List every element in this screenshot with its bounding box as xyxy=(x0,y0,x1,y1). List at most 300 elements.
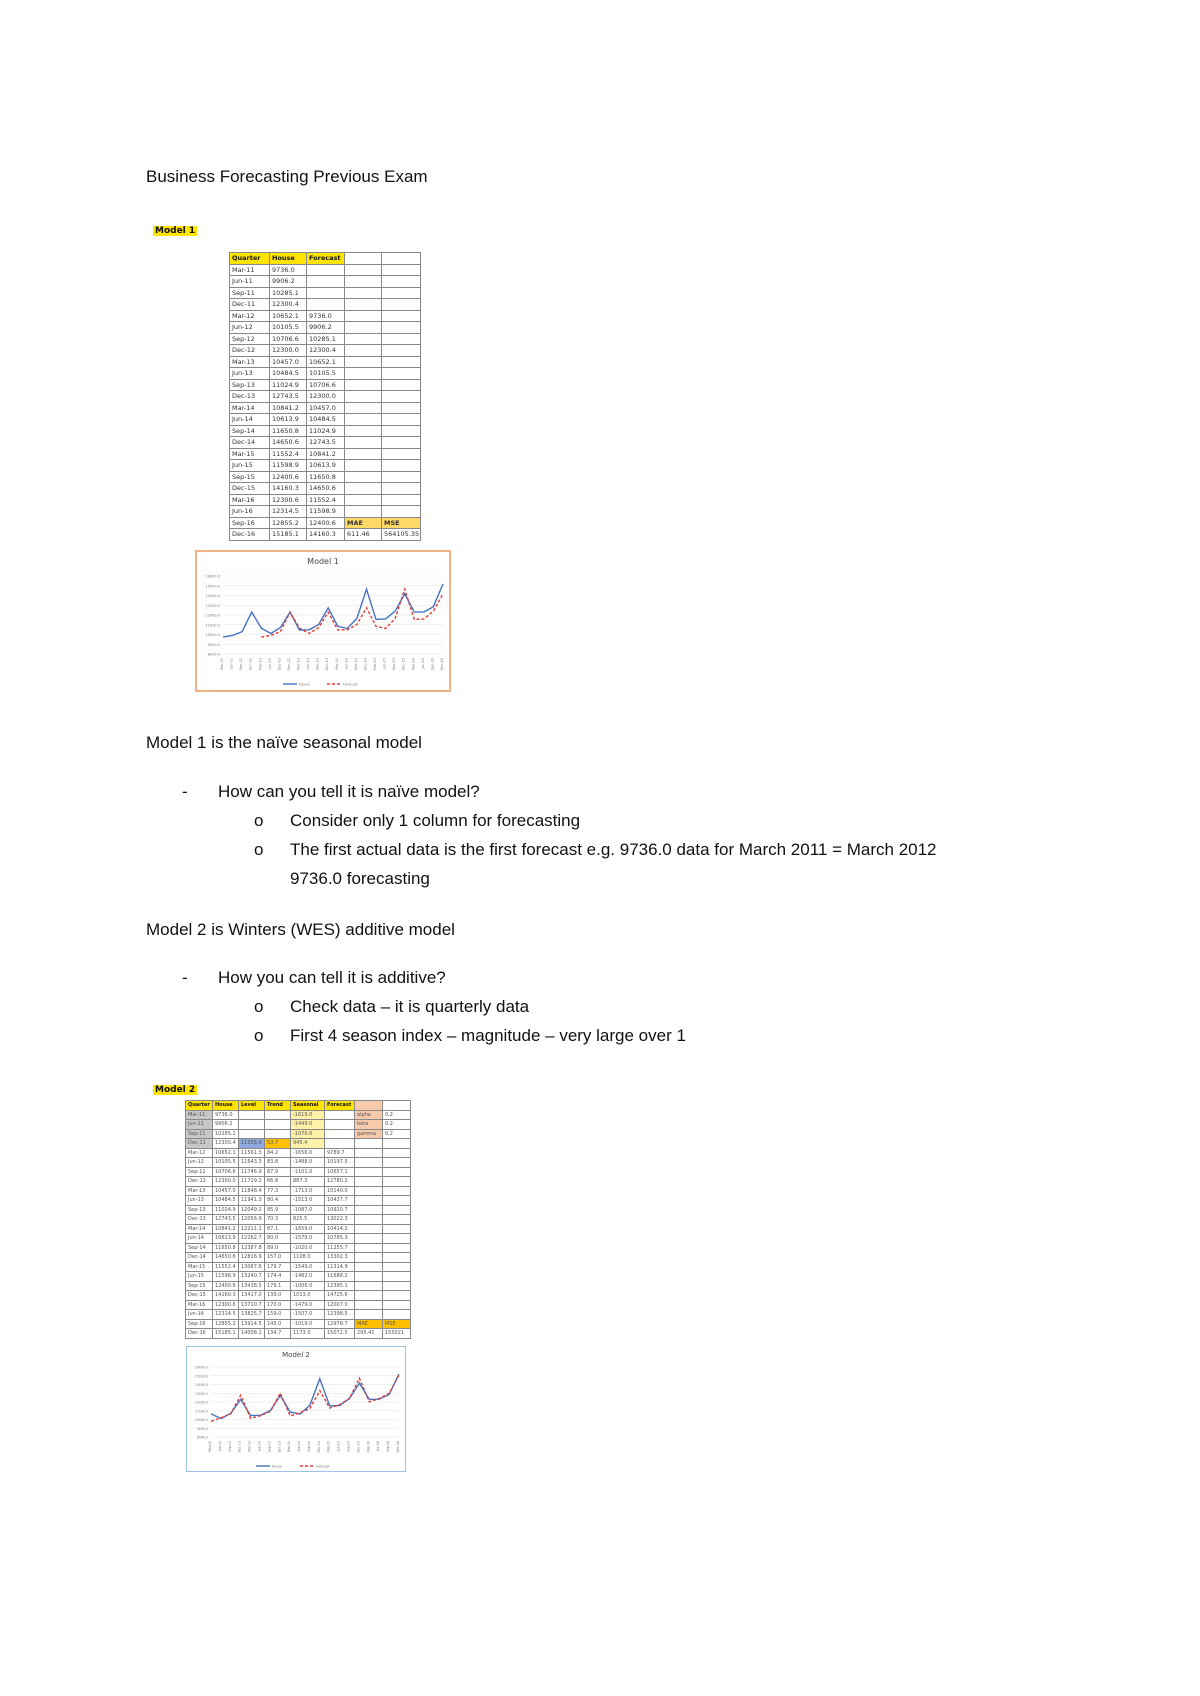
parameter-value: 0.2 xyxy=(383,1129,411,1139)
x-tick-label: Dec-12 xyxy=(237,1441,242,1453)
table-cell: 66.8 xyxy=(265,1177,291,1187)
table-cell xyxy=(383,1234,411,1244)
table-cell xyxy=(355,1310,383,1320)
table-cell xyxy=(355,1262,383,1272)
table-cell: 1013.0 xyxy=(291,1291,325,1301)
header-cell: Forecast xyxy=(325,1101,355,1111)
table-cell: Dec-13 xyxy=(230,391,270,403)
header-cell xyxy=(345,253,382,265)
table-cell: 9736.0 xyxy=(307,310,345,322)
table-cell: Sep-12 xyxy=(186,1167,213,1177)
x-tick-label: Dec-11 xyxy=(248,658,253,671)
table-cell: 14160.3 xyxy=(270,483,307,495)
x-tick-label: Jun-11 xyxy=(229,658,234,670)
table-cell xyxy=(382,345,421,357)
table-cell: Mar-13 xyxy=(230,356,270,368)
table-cell: -1513.0 xyxy=(291,1196,325,1206)
table-row xyxy=(186,1120,411,1130)
table-cell xyxy=(382,460,421,472)
table-cell xyxy=(382,483,421,495)
header-cell: Quarter xyxy=(186,1101,213,1111)
table-cell: Dec-16 xyxy=(230,529,270,541)
table-cell: 10613.9 xyxy=(307,460,345,472)
table-cell: 11024.9 xyxy=(270,379,307,391)
answer-naive-2-cont: 9736.0 forecasting xyxy=(290,869,430,888)
table-cell: 159.0 xyxy=(265,1310,291,1320)
table-cell: 12855.2 xyxy=(270,517,307,529)
kpi-value: 611.46 xyxy=(345,529,382,541)
y-tick-label: 11000.0 xyxy=(194,1409,208,1414)
table-row xyxy=(186,1243,411,1253)
list-bullet: o xyxy=(254,997,264,1016)
x-tick-label: Jun-16 xyxy=(376,1441,381,1452)
table-cell: 15185.1 xyxy=(213,1329,239,1339)
table-cell: 10105.5 xyxy=(307,368,345,380)
table-cell: 11355.0 xyxy=(239,1139,265,1149)
model1-chart xyxy=(195,550,451,692)
table-cell xyxy=(325,1139,355,1149)
y-tick-label: 16000.0 xyxy=(205,574,220,579)
table-cell xyxy=(345,264,382,276)
table-cell: 11643.3 xyxy=(239,1158,265,1168)
table-cell: -1087.0 xyxy=(291,1205,325,1215)
table-cell xyxy=(382,391,421,403)
table-cell: Mar-16 xyxy=(230,494,270,506)
table-cell: 12387.8 xyxy=(239,1243,265,1253)
y-tick-label: 13000.0 xyxy=(194,1391,208,1396)
x-tick-label: Mar-13 xyxy=(247,1441,252,1453)
table-cell: 10652.1 xyxy=(213,1148,239,1158)
table-cell xyxy=(345,391,382,403)
y-tick-label: 9000.0 xyxy=(207,642,220,647)
table-cell xyxy=(382,379,421,391)
table-cell xyxy=(355,1281,383,1291)
table-cell: 87.9 xyxy=(265,1167,291,1177)
header-cell: House xyxy=(270,253,307,265)
x-tick-label: Jun-15 xyxy=(336,1441,341,1452)
table-row xyxy=(230,529,421,541)
table-cell: 10437.7 xyxy=(325,1196,355,1206)
table-cell: -1006.0 xyxy=(291,1281,325,1291)
table-cell: Dec-15 xyxy=(230,483,270,495)
table-row xyxy=(230,506,421,518)
table-cell: Mar-11 xyxy=(186,1110,213,1120)
table-row xyxy=(230,402,421,414)
table-cell xyxy=(382,333,421,345)
table-row xyxy=(230,425,421,437)
x-tick-label: Mar-14 xyxy=(287,1441,292,1453)
table-cell xyxy=(383,1215,411,1225)
table-cell xyxy=(307,287,345,299)
x-tick-label: Jun-16 xyxy=(420,658,425,670)
table-cell: 10785.3 xyxy=(325,1234,355,1244)
list-bullet: o xyxy=(254,1026,264,1045)
table-cell: Sep-15 xyxy=(186,1281,213,1291)
table-cell xyxy=(383,1158,411,1168)
table-cell: 12300.6 xyxy=(270,494,307,506)
table-cell: 83.8 xyxy=(265,1158,291,1168)
table-cell: 10285.1 xyxy=(213,1129,239,1139)
model1-chart-svg xyxy=(197,552,449,690)
table-cell: Mar-12 xyxy=(186,1148,213,1158)
table-cell: 14725.6 xyxy=(325,1291,355,1301)
table-cell xyxy=(383,1310,411,1320)
table-cell: 11598.9 xyxy=(270,460,307,472)
table-cell: 15185.1 xyxy=(270,529,307,541)
table-cell xyxy=(382,356,421,368)
table-row xyxy=(186,1148,411,1158)
table-cell: 145.0 xyxy=(265,1319,291,1329)
table-row xyxy=(186,1319,411,1329)
table-cell: 887.3 xyxy=(291,1177,325,1187)
table-cell: 12300.4 xyxy=(213,1139,239,1149)
table-cell xyxy=(383,1186,411,1196)
table-cell: 10841.2 xyxy=(213,1224,239,1234)
table-cell xyxy=(239,1129,265,1139)
table-cell xyxy=(383,1262,411,1272)
table-cell: 12400.6 xyxy=(270,471,307,483)
table-row xyxy=(230,414,421,426)
y-tick-label: 15000.0 xyxy=(205,584,220,589)
table-cell: Mar-13 xyxy=(186,1186,213,1196)
table-cell: Mar-15 xyxy=(230,448,270,460)
table-cell: 14650.6 xyxy=(213,1253,239,1263)
table-cell: 9906.2 xyxy=(270,276,307,288)
table-cell xyxy=(355,1291,383,1301)
table-header-row xyxy=(230,253,421,265)
table-row xyxy=(186,1281,411,1291)
table-cell: 12211.1 xyxy=(239,1224,265,1234)
table-cell: 179.7 xyxy=(265,1262,291,1272)
table-cell xyxy=(239,1110,265,1120)
table-cell xyxy=(382,425,421,437)
x-tick-label: Jun-14 xyxy=(344,658,349,670)
table-cell xyxy=(383,1139,411,1149)
table-cell: 13438.5 xyxy=(239,1281,265,1291)
table-cell: 12398.5 xyxy=(325,1310,355,1320)
chart-title: Model 2 xyxy=(282,1351,310,1359)
table-cell: 10414.2 xyxy=(325,1224,355,1234)
table-cell xyxy=(355,1148,383,1158)
table-cell xyxy=(382,276,421,288)
table-cell: 80.4 xyxy=(265,1196,291,1206)
table-cell: 13417.0 xyxy=(239,1291,265,1301)
table-row xyxy=(230,494,421,506)
x-tick-label: Jun-12 xyxy=(217,1441,222,1452)
table-row xyxy=(186,1196,411,1206)
kpi-label: MAE xyxy=(355,1319,383,1329)
x-tick-label: Mar-13 xyxy=(296,658,301,671)
series-line-house xyxy=(211,1374,399,1419)
table-cell: 10613.9 xyxy=(270,414,307,426)
table-cell: 11941.3 xyxy=(239,1196,265,1206)
table-cell: 12395.1 xyxy=(325,1281,355,1291)
table-row xyxy=(230,517,421,529)
table-cell xyxy=(382,368,421,380)
x-tick-label: Dec-12 xyxy=(286,658,291,671)
table-cell: 945.4 xyxy=(291,1139,325,1149)
table-cell: 157.0 xyxy=(265,1253,291,1263)
table-cell: 13022.3 xyxy=(325,1215,355,1225)
table-cell: 11650.8 xyxy=(270,425,307,437)
list-dash: - xyxy=(182,782,188,801)
table-cell xyxy=(355,1196,383,1206)
list-dash: - xyxy=(182,968,188,987)
table-cell xyxy=(383,1177,411,1187)
table-cell xyxy=(345,425,382,437)
header-cell xyxy=(382,253,421,265)
kpi-label: MSE xyxy=(383,1319,411,1329)
table-cell: Sep-11 xyxy=(230,287,270,299)
table-cell: Jun-11 xyxy=(186,1120,213,1130)
table-cell: Jun-15 xyxy=(230,460,270,472)
table-cell: -1020.0 xyxy=(291,1243,325,1253)
table-cell: 11688.2 xyxy=(325,1272,355,1282)
table-cell: 11024.9 xyxy=(307,425,345,437)
table-cell: 170.0 xyxy=(265,1300,291,1310)
table-cell: -1619.0 xyxy=(291,1110,325,1120)
table-cell xyxy=(345,494,382,506)
model2-heading: Model 2 is Winters (WES) additive model xyxy=(146,920,455,939)
table-cell xyxy=(383,1205,411,1215)
table-cell: Jun-12 xyxy=(186,1158,213,1168)
table-cell xyxy=(382,506,421,518)
table-cell xyxy=(382,264,421,276)
table-cell xyxy=(383,1224,411,1234)
parameter-label: gamma xyxy=(355,1129,383,1139)
table-row xyxy=(186,1300,411,1310)
table-cell: 11746.9 xyxy=(239,1167,265,1177)
table-cell: -1482.0 xyxy=(291,1272,325,1282)
table-cell: -1713.0 xyxy=(291,1186,325,1196)
table-row xyxy=(186,1205,411,1215)
table-cell: 10920.7 xyxy=(325,1205,355,1215)
table-cell: 13825.7 xyxy=(239,1310,265,1320)
table-cell: 10706.6 xyxy=(213,1167,239,1177)
table-cell xyxy=(265,1110,291,1120)
answer-naive-1: Consider only 1 column for forecasting xyxy=(290,811,581,830)
table-cell: 11552.4 xyxy=(213,1262,239,1272)
table-cell xyxy=(345,460,382,472)
table-row xyxy=(230,391,421,403)
table-cell: 12743.5 xyxy=(213,1215,239,1225)
chart-title: Model 1 xyxy=(307,557,339,566)
table-cell: 10457.0 xyxy=(307,402,345,414)
table-cell: -1070.0 xyxy=(291,1129,325,1139)
table-cell: 10484.5 xyxy=(307,414,345,426)
x-tick-label: Mar-12 xyxy=(208,1441,212,1453)
y-tick-label: 8000.0 xyxy=(207,652,220,657)
table-cell: 14650.6 xyxy=(307,483,345,495)
table-cell: 11552.4 xyxy=(307,494,345,506)
table-cell xyxy=(382,402,421,414)
legend-label: Forecast xyxy=(343,682,358,687)
table-cell: 10285.1 xyxy=(270,287,307,299)
y-tick-label: 14000.0 xyxy=(205,594,220,598)
x-tick-label: Dec-16 xyxy=(396,1441,400,1453)
table-cell: 10841.2 xyxy=(307,448,345,460)
table-cell: Mar-15 xyxy=(186,1262,213,1272)
table-cell: 11729.2 xyxy=(239,1177,265,1187)
table-cell: 10652.1 xyxy=(270,310,307,322)
x-tick-label: Sep-12 xyxy=(277,658,282,671)
table-row xyxy=(230,322,421,334)
table-cell: 9736.0 xyxy=(213,1110,239,1120)
table-cell: Sep-14 xyxy=(186,1243,213,1253)
table-cell: 12855.2 xyxy=(213,1319,239,1329)
table-cell xyxy=(382,448,421,460)
table-cell: Mar-12 xyxy=(230,310,270,322)
table-cell: Jun-14 xyxy=(230,414,270,426)
table-cell: Sep-13 xyxy=(230,379,270,391)
header-cell: Seasonal xyxy=(291,1101,325,1111)
table-row xyxy=(230,333,421,345)
x-tick-label: Jun-13 xyxy=(306,658,311,670)
y-tick-label: 11000.0 xyxy=(205,623,220,628)
table-cell: 12300.0 xyxy=(213,1177,239,1187)
table-cell: Dec-12 xyxy=(186,1177,213,1187)
table-cell xyxy=(383,1253,411,1263)
table-cell: Sep-13 xyxy=(186,1205,213,1215)
table-cell: Dec-11 xyxy=(186,1139,213,1149)
table-cell: 825.5 xyxy=(291,1215,325,1225)
y-tick-label: 12000.0 xyxy=(205,613,220,618)
x-tick-label: Sep-13 xyxy=(315,658,320,671)
table-row xyxy=(186,1110,411,1120)
table-cell: 12300.0 xyxy=(307,391,345,403)
table-row xyxy=(230,483,421,495)
table-cell xyxy=(382,471,421,483)
table-cell xyxy=(383,1167,411,1177)
table-cell: 134.7 xyxy=(265,1329,291,1339)
kpi-value: 155021 xyxy=(383,1329,411,1339)
table-cell: 10285.1 xyxy=(307,333,345,345)
table-cell: 70.3 xyxy=(265,1215,291,1225)
table-cell: -1579.0 xyxy=(291,1234,325,1244)
table-cell: Dec-12 xyxy=(230,345,270,357)
x-tick-label: Mar-15 xyxy=(373,658,378,671)
table-cell xyxy=(265,1129,291,1139)
x-tick-label: Sep-16 xyxy=(430,658,435,671)
x-tick-label: Mar-14 xyxy=(334,658,339,671)
table-cell xyxy=(345,310,382,322)
table-row xyxy=(186,1310,411,1320)
model2-tag: Model 2 xyxy=(155,1085,196,1095)
x-tick-label: Dec-13 xyxy=(277,1441,282,1453)
table-cell xyxy=(325,1110,355,1120)
x-tick-label: Sep-15 xyxy=(392,658,397,671)
table-cell: 12780.2 xyxy=(325,1177,355,1187)
table-cell: Sep-16 xyxy=(186,1319,213,1329)
table-cell: 10484.5 xyxy=(270,368,307,380)
list-bullet: o xyxy=(254,811,264,830)
model1-heading: Model 1 is the naïve seasonal model xyxy=(146,733,422,752)
table-cell: -1449.0 xyxy=(291,1120,325,1130)
x-tick-label: Jun-15 xyxy=(382,658,387,670)
table-row xyxy=(230,310,421,322)
table-cell xyxy=(355,1177,383,1187)
table-cell: 14160.3 xyxy=(307,529,345,541)
table-cell: 12743.5 xyxy=(270,391,307,403)
table-row xyxy=(186,1186,411,1196)
y-tick-label: 8000.0 xyxy=(196,1435,208,1440)
x-tick-label: Jun-14 xyxy=(297,1441,302,1452)
table-cell: 85.9 xyxy=(265,1205,291,1215)
model2-spreadsheet xyxy=(185,1100,411,1339)
x-tick-label: Mar-11 xyxy=(220,658,224,671)
table-cell: 13710.7 xyxy=(239,1300,265,1310)
table-cell: 80.0 xyxy=(265,1234,291,1244)
answer-additive-2: First 4 season index – magnitude – very large over 1 xyxy=(290,1026,686,1045)
table-cell: 1173.0 xyxy=(291,1329,325,1339)
table-cell: 1108.0 xyxy=(291,1253,325,1263)
table-cell xyxy=(345,506,382,518)
list-bullet: o xyxy=(254,840,264,859)
table-cell: 12049.2 xyxy=(239,1205,265,1215)
table-row xyxy=(186,1329,411,1339)
kpi-label: MSE xyxy=(382,517,421,529)
table-cell: 9789.7 xyxy=(325,1148,355,1158)
table-row xyxy=(230,276,421,288)
y-tick-label: 12000.0 xyxy=(194,1400,208,1405)
table-row xyxy=(230,345,421,357)
table-cell: 12400.6 xyxy=(307,517,345,529)
table-cell: 10105.5 xyxy=(270,322,307,334)
x-tick-label: Dec-14 xyxy=(363,658,368,671)
question-additive: How you can tell it is additive? xyxy=(218,968,446,987)
table-cell: Jun-16 xyxy=(186,1310,213,1320)
table-cell xyxy=(345,471,382,483)
table-cell xyxy=(355,1253,383,1263)
model1-spreadsheet xyxy=(229,252,421,541)
table-cell xyxy=(382,322,421,334)
table-cell: 14008.1 xyxy=(239,1329,265,1339)
table-cell: Sep-11 xyxy=(186,1129,213,1139)
table-cell: 10657.1 xyxy=(325,1167,355,1177)
table-cell: Dec-14 xyxy=(230,437,270,449)
table-row xyxy=(186,1291,411,1301)
table-row xyxy=(186,1215,411,1225)
table-cell: 12314.5 xyxy=(213,1310,239,1320)
table-cell: 12300.4 xyxy=(270,299,307,311)
table-cell: 179.1 xyxy=(265,1281,291,1291)
table-cell xyxy=(325,1120,355,1130)
table-cell: Dec-11 xyxy=(230,299,270,311)
table-cell xyxy=(345,333,382,345)
y-tick-label: 9000.0 xyxy=(196,1426,208,1431)
table-row xyxy=(186,1234,411,1244)
table-cell: 10484.5 xyxy=(213,1196,239,1206)
y-tick-label: 10000.0 xyxy=(205,633,220,637)
table-cell: 14160.3 xyxy=(213,1291,239,1301)
table-cell: -1507.0 xyxy=(291,1310,325,1320)
table-cell: 10706.6 xyxy=(307,379,345,391)
table-row xyxy=(230,299,421,311)
table-cell xyxy=(355,1186,383,1196)
table-cell xyxy=(382,494,421,506)
table-cell: 12262.7 xyxy=(239,1234,265,1244)
table-row xyxy=(230,379,421,391)
table-cell xyxy=(345,356,382,368)
header-cell xyxy=(383,1101,411,1111)
table-cell: 10841.2 xyxy=(270,402,307,414)
x-tick-label: Dec-13 xyxy=(325,658,330,671)
table-cell xyxy=(383,1300,411,1310)
table-cell: 84.2 xyxy=(265,1148,291,1158)
header-cell xyxy=(355,1101,383,1111)
model2-chart-svg xyxy=(187,1347,405,1471)
table-cell xyxy=(265,1120,291,1130)
